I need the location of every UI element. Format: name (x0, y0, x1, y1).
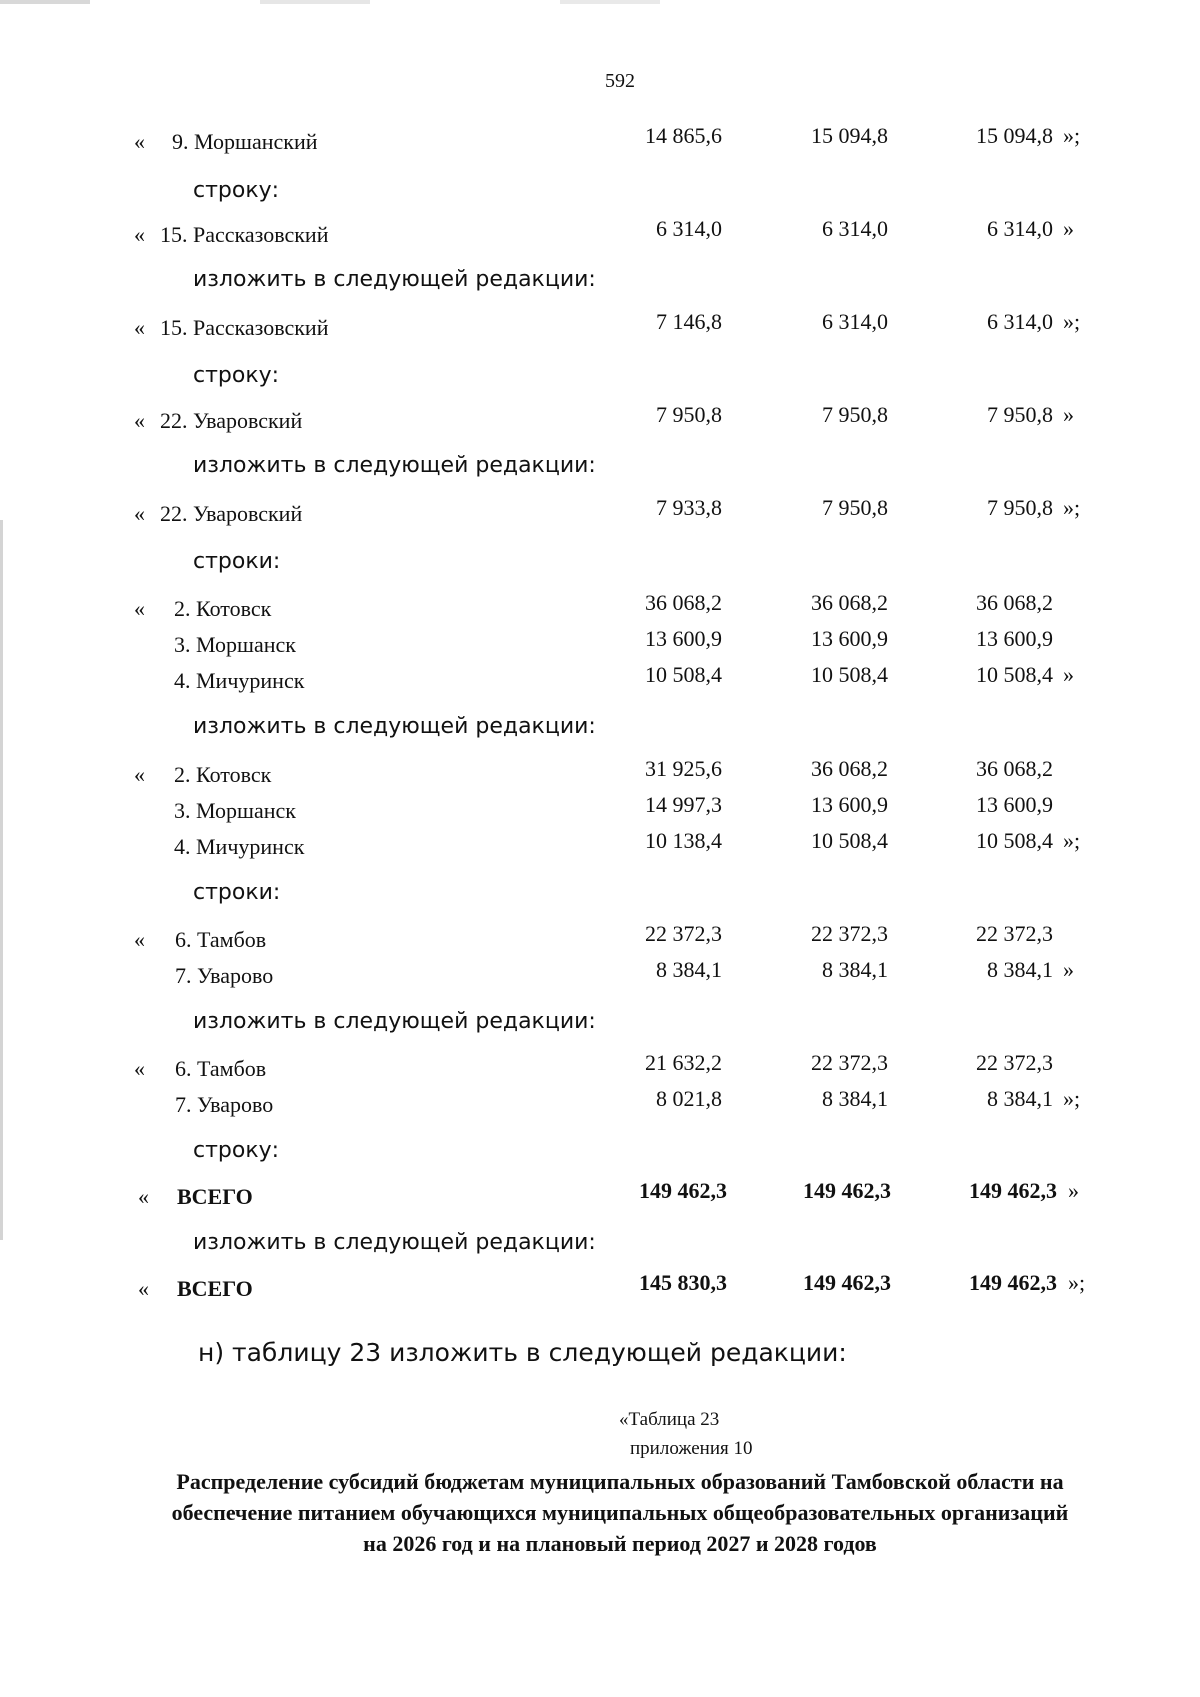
instruction-text: строку: (193, 1138, 280, 1163)
value-2027: 10 508,4 (811, 828, 888, 853)
table-row (0, 123, 1200, 159)
table-row (0, 756, 1200, 792)
page-number: 592 (605, 70, 635, 92)
instruction-text: строки: (193, 880, 281, 905)
value-2026: 145 830,3 (639, 1270, 727, 1295)
scan-artifact-top (0, 0, 1200, 4)
table-row (0, 828, 1200, 864)
table-row (0, 1050, 1200, 1086)
close-quote: »; (1063, 828, 1081, 853)
row-name: 15. Рассказовский (160, 315, 329, 340)
value-2028: 22 372,3 (976, 1050, 1053, 1075)
value-2027: 7 950,8 (822, 402, 888, 427)
close-quote: »; (1063, 1086, 1081, 1111)
document-title (100, 1466, 1140, 1559)
row-name: 7. Уварово (175, 1092, 274, 1117)
value-2028: 7 950,8 (987, 495, 1053, 520)
table-row (0, 792, 1200, 828)
table-row (0, 921, 1200, 957)
value-2028: 36 068,2 (976, 756, 1053, 781)
instruction-text: изложить в следующей редакции: (193, 1230, 596, 1255)
value-2027: 7 950,8 (822, 495, 888, 520)
close-quote: »; (1063, 309, 1081, 334)
row-name: 2. Котовск (174, 596, 272, 621)
instruction-text: изложить в следующей редакции: (193, 453, 596, 478)
open-quote: « (134, 315, 145, 340)
value-2028: 15 094,8 (976, 123, 1053, 148)
value-2026: 10 138,4 (645, 828, 722, 853)
caption-appendix: приложения 10 (630, 1438, 753, 1459)
value-2027: 22 372,3 (811, 1050, 888, 1075)
value-2026: 8 021,8 (656, 1086, 722, 1111)
value-2026: 36 068,2 (645, 590, 722, 615)
value-2028: 6 314,0 (987, 309, 1053, 334)
value-2027: 36 068,2 (811, 590, 888, 615)
total-row (0, 1178, 1200, 1214)
value-2026: 7 146,8 (656, 309, 722, 334)
row-name: 15. Рассказовский (160, 222, 329, 247)
row-name: 3. Моршанск (174, 798, 296, 823)
instruction-text: изложить в следующей редакции: (193, 1009, 596, 1034)
close-quote: » (1063, 402, 1074, 427)
table-row (0, 626, 1200, 662)
value-2027: 8 384,1 (822, 957, 888, 982)
table-row (0, 402, 1200, 438)
close-quote: » (1068, 1178, 1079, 1203)
close-quote: »; (1063, 495, 1081, 520)
value-2028: 13 600,9 (976, 792, 1053, 817)
value-2027: 149 462,3 (803, 1270, 891, 1295)
value-2028: 13 600,9 (976, 626, 1053, 651)
table-row (0, 495, 1200, 531)
value-2026: 8 384,1 (656, 957, 722, 982)
paragraph-n: н) таблицу 23 изложить в следующей редакции: (198, 1338, 847, 1367)
value-2028: 22 372,3 (976, 921, 1053, 946)
table-row (0, 1086, 1200, 1122)
row-name: 22. Уваровский (160, 408, 303, 433)
value-2027: 6 314,0 (822, 216, 888, 241)
value-2027: 13 600,9 (811, 626, 888, 651)
row-name: ВСЕГО (177, 1184, 253, 1209)
value-2026: 6 314,0 (656, 216, 722, 241)
value-2027: 10 508,4 (811, 662, 888, 687)
open-quote: « (138, 1184, 149, 1209)
row-name: ВСЕГО (177, 1276, 253, 1301)
value-2026: 149 462,3 (639, 1178, 727, 1203)
close-quote: » (1063, 957, 1074, 982)
open-quote: « (134, 762, 145, 787)
value-2027: 8 384,1 (822, 1086, 888, 1111)
value-2028: 8 384,1 (987, 1086, 1053, 1111)
value-2028: 36 068,2 (976, 590, 1053, 615)
row-name: 4. Мичуринск (174, 834, 305, 859)
instruction-text: строку: (193, 178, 280, 203)
table-row (0, 309, 1200, 345)
value-2026: 7 933,8 (656, 495, 722, 520)
value-2027: 13 600,9 (811, 792, 888, 817)
value-2026: 31 925,6 (645, 756, 722, 781)
value-2026: 13 600,9 (645, 626, 722, 651)
table-row (0, 662, 1200, 698)
instruction-text: строки: (193, 549, 281, 574)
value-2026: 22 372,3 (645, 921, 722, 946)
instruction-text: изложить в следующей редакции: (193, 714, 596, 739)
instruction-text: изложить в следующей редакции: (193, 267, 596, 292)
close-quote: » (1063, 216, 1074, 241)
value-2027: 6 314,0 (822, 309, 888, 334)
caption-table-number: «Таблица 23 (619, 1409, 720, 1430)
row-name: 2. Котовск (174, 762, 272, 787)
open-quote: « (134, 222, 145, 247)
total-row (0, 1270, 1200, 1306)
table-row (0, 957, 1200, 993)
row-name: 6. Тамбов (175, 927, 267, 952)
table-row (0, 216, 1200, 252)
close-quote: »; (1063, 123, 1081, 148)
value-2028: 149 462,3 (969, 1178, 1057, 1203)
open-quote: « (134, 927, 145, 952)
title-line-1: Распределение субсидий бюджетам муниципальных образований Тамбовской области на (176, 1469, 1064, 1494)
table-caption (619, 1405, 752, 1463)
row-name: 22. Уваровский (160, 501, 303, 526)
value-2028: 10 508,4 (976, 828, 1053, 853)
value-2026: 21 632,2 (645, 1050, 722, 1075)
value-2026: 14 865,6 (645, 123, 722, 148)
row-name: 4. Мичуринск (174, 668, 305, 693)
open-quote: « (134, 596, 145, 621)
open-quote: « (134, 129, 145, 154)
open-quote: « (134, 1056, 145, 1081)
value-2028: 10 508,4 (976, 662, 1053, 687)
title-line-3: на 2026 год и на плановый период 2027 и 2028 годов (363, 1531, 877, 1556)
value-2026: 14 997,3 (645, 792, 722, 817)
scan-artifact-left (0, 520, 3, 1240)
row-name: 3. Моршанск (174, 632, 296, 657)
open-quote: « (138, 1276, 149, 1301)
value-2027: 36 068,2 (811, 756, 888, 781)
value-2026: 7 950,8 (656, 402, 722, 427)
value-2028: 8 384,1 (987, 957, 1053, 982)
value-2027: 22 372,3 (811, 921, 888, 946)
table-row (0, 590, 1200, 626)
value-2027: 149 462,3 (803, 1178, 891, 1203)
close-quote: »; (1068, 1270, 1086, 1295)
value-2028: 149 462,3 (969, 1270, 1057, 1295)
value-2027: 15 094,8 (811, 123, 888, 148)
row-name: 9. Моршанский (172, 129, 318, 154)
value-2026: 10 508,4 (645, 662, 722, 687)
row-name: 7. Уварово (175, 963, 274, 988)
row-name: 6. Тамбов (175, 1056, 267, 1081)
title-line-2: обеспечение питанием обучающихся муниципальных общеобразовательных организаций (171, 1500, 1069, 1525)
value-2028: 7 950,8 (987, 402, 1053, 427)
open-quote: « (134, 408, 145, 433)
open-quote: « (134, 501, 145, 526)
instruction-text: строку: (193, 363, 280, 388)
close-quote: » (1063, 662, 1074, 687)
value-2028: 6 314,0 (987, 216, 1053, 241)
